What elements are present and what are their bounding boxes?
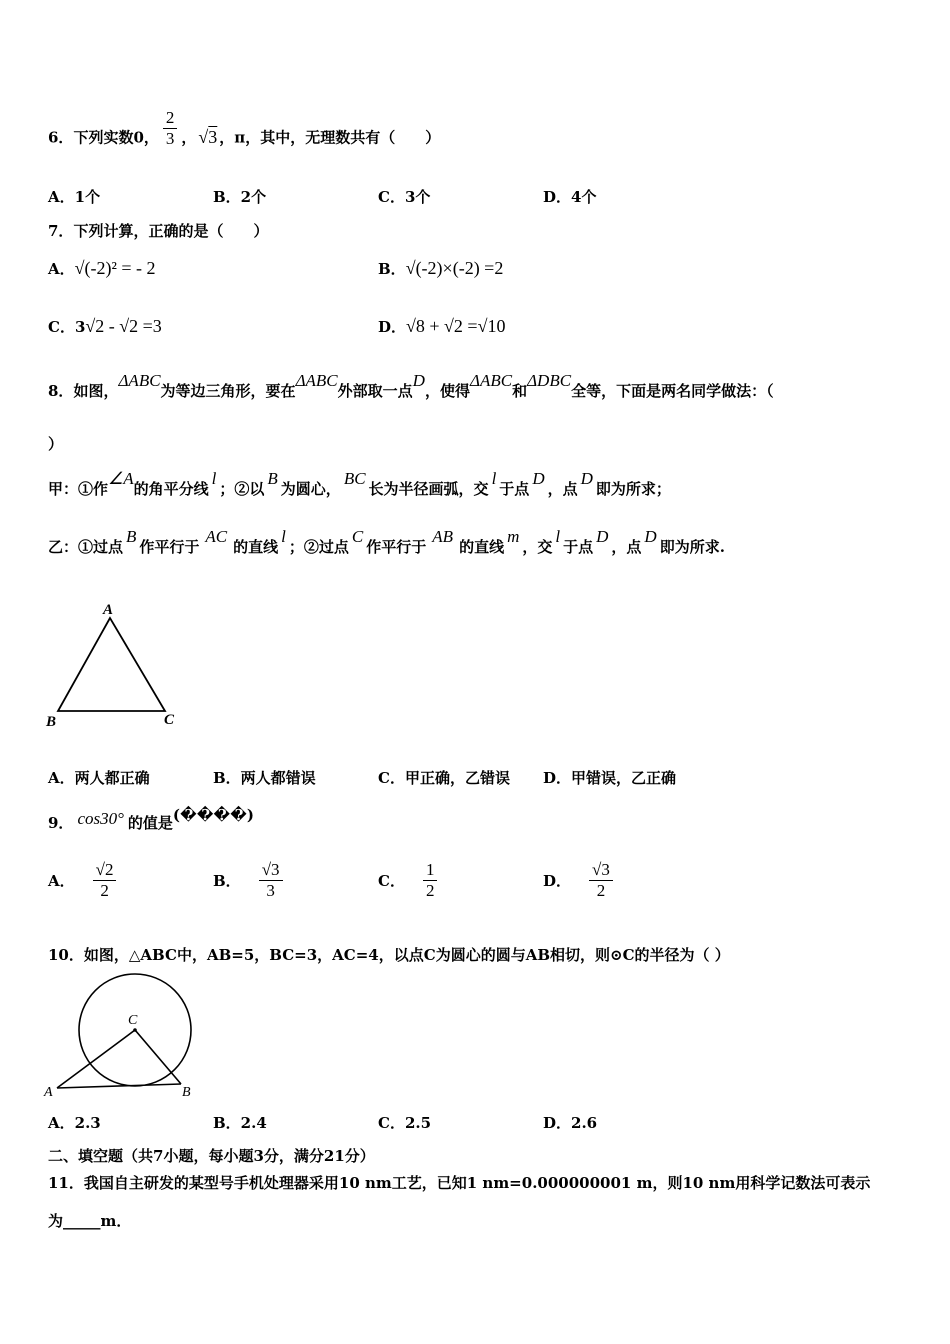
q6-stem: 6．下列实数0， $\frac{2}{3}$ ， √3 ，π，其中，无理数共有（ ） xyxy=(48,108,441,148)
q7-option-c[interactable]: C．3√2 - √2 =3 xyxy=(48,316,162,336)
cos30-expression: cos30° xyxy=(77,809,124,828)
sqrt-three: √3 xyxy=(198,126,218,147)
q8-option-d[interactable]: D．甲错误，乙正确 xyxy=(543,769,677,787)
center-point-c xyxy=(133,1028,137,1032)
q7-stem: 7．下列计算，正确的是（ ） xyxy=(48,222,269,240)
q11-line2: 为_____m． xyxy=(48,1212,132,1230)
q9-stem: 9． cos30° 的值是(����) xyxy=(48,806,254,832)
q8-option-b[interactable]: B．两人都错误 xyxy=(213,769,316,787)
q7-option-b[interactable]: B．√(-2)×(-2) =2 xyxy=(378,258,504,278)
q7-number: 7． xyxy=(48,222,74,240)
q6-option-a[interactable]: A．1个 xyxy=(48,188,101,206)
q9-option-a[interactable]: A． $\frac{√2}{2}$ xyxy=(48,860,116,901)
triangle-abc xyxy=(58,618,165,711)
section-title: 二、填空题（共7小题，每小题3分，满分21分） xyxy=(48,1147,375,1165)
vertex-label-a: A xyxy=(103,602,114,618)
q8-stem-line1: 8．如图，ΔABC为等边三角形，要在ΔABC外部取一点D，使得ΔABC和ΔDBC全等，下面是两名同学做法：（ xyxy=(48,371,774,400)
q7-option-a[interactable]: A．√(-2)² = - 2 xyxy=(48,258,156,278)
label-a: A xyxy=(44,1085,53,1100)
q7-option-d[interactable]: D．√8 + √2 =√10 xyxy=(378,316,506,336)
label-c: C xyxy=(128,1013,138,1028)
q10-option-b[interactable]: B．2.4 xyxy=(213,1114,267,1132)
q8-option-a[interactable]: A．两人都正确 xyxy=(48,769,150,787)
q10-option-c[interactable]: C．2.5 xyxy=(378,1114,432,1132)
q10-circle-figure xyxy=(40,970,210,1102)
q9-option-c[interactable]: C． $\frac{1}{2}$ xyxy=(378,860,437,901)
q10-stem: 10．如图，△ABC中，AB=5，BC=3，AC=4，以点C为圆心的圆与AB相切，则⊙C的半径为（ ） xyxy=(48,946,730,964)
q7-a-expression: √(-2)² = - 2 xyxy=(74,258,156,278)
segment-ab xyxy=(57,1084,181,1088)
q11-line1: 11．我国自主研发的某型号手机处理器采用10 nm工艺，已知1 nm=0.000000001 m，则10 nm用科学记数法可表示 xyxy=(48,1174,871,1192)
vertex-label-b: B xyxy=(46,714,57,730)
q8-yi-method: 乙：①过点B作平行于AC的直线l；②过点C作平行于AB的直线m，交l于点D，点D即为所求. xyxy=(48,527,725,556)
q8-jia-method: 甲：①作∠A的角平分线l；②以B为圆心，BC长为半径画弧，交l于点D，点D即为所求； xyxy=(48,469,671,498)
q6-number: 6． xyxy=(48,128,74,147)
q10-option-d[interactable]: D．2.6 xyxy=(543,1114,598,1132)
q10-option-a[interactable]: A．2.3 xyxy=(48,1114,101,1132)
vertex-label-c: C xyxy=(164,712,175,728)
q6-option-c[interactable]: C．3个 xyxy=(378,188,431,206)
q9-option-d[interactable]: D． $\frac{√3}{2}$ xyxy=(543,860,613,901)
q8-triangle-figure xyxy=(40,596,190,736)
garbled-paren: (����) xyxy=(172,806,254,824)
q9-option-b[interactable]: B． $\frac{√3}{3}$ xyxy=(213,860,283,901)
q6-option-d[interactable]: D．4个 xyxy=(543,188,597,206)
fraction-two-thirds: $\frac{2}{3}$ xyxy=(163,108,178,149)
q7-d-expression: √8 + √2 =√10 xyxy=(406,316,506,336)
label-b: B xyxy=(182,1085,191,1100)
q7-c-expression: √2 - √2 =3 xyxy=(85,316,162,336)
q6-option-b[interactable]: B．2个 xyxy=(213,188,267,206)
answer-blank[interactable]: _____ xyxy=(63,1212,101,1230)
q7-b-expression: √(-2)×(-2) =2 xyxy=(405,258,504,278)
q8-option-c[interactable]: C．甲正确，乙错误 xyxy=(378,769,510,787)
q8-stem-line2: ） xyxy=(48,435,64,453)
